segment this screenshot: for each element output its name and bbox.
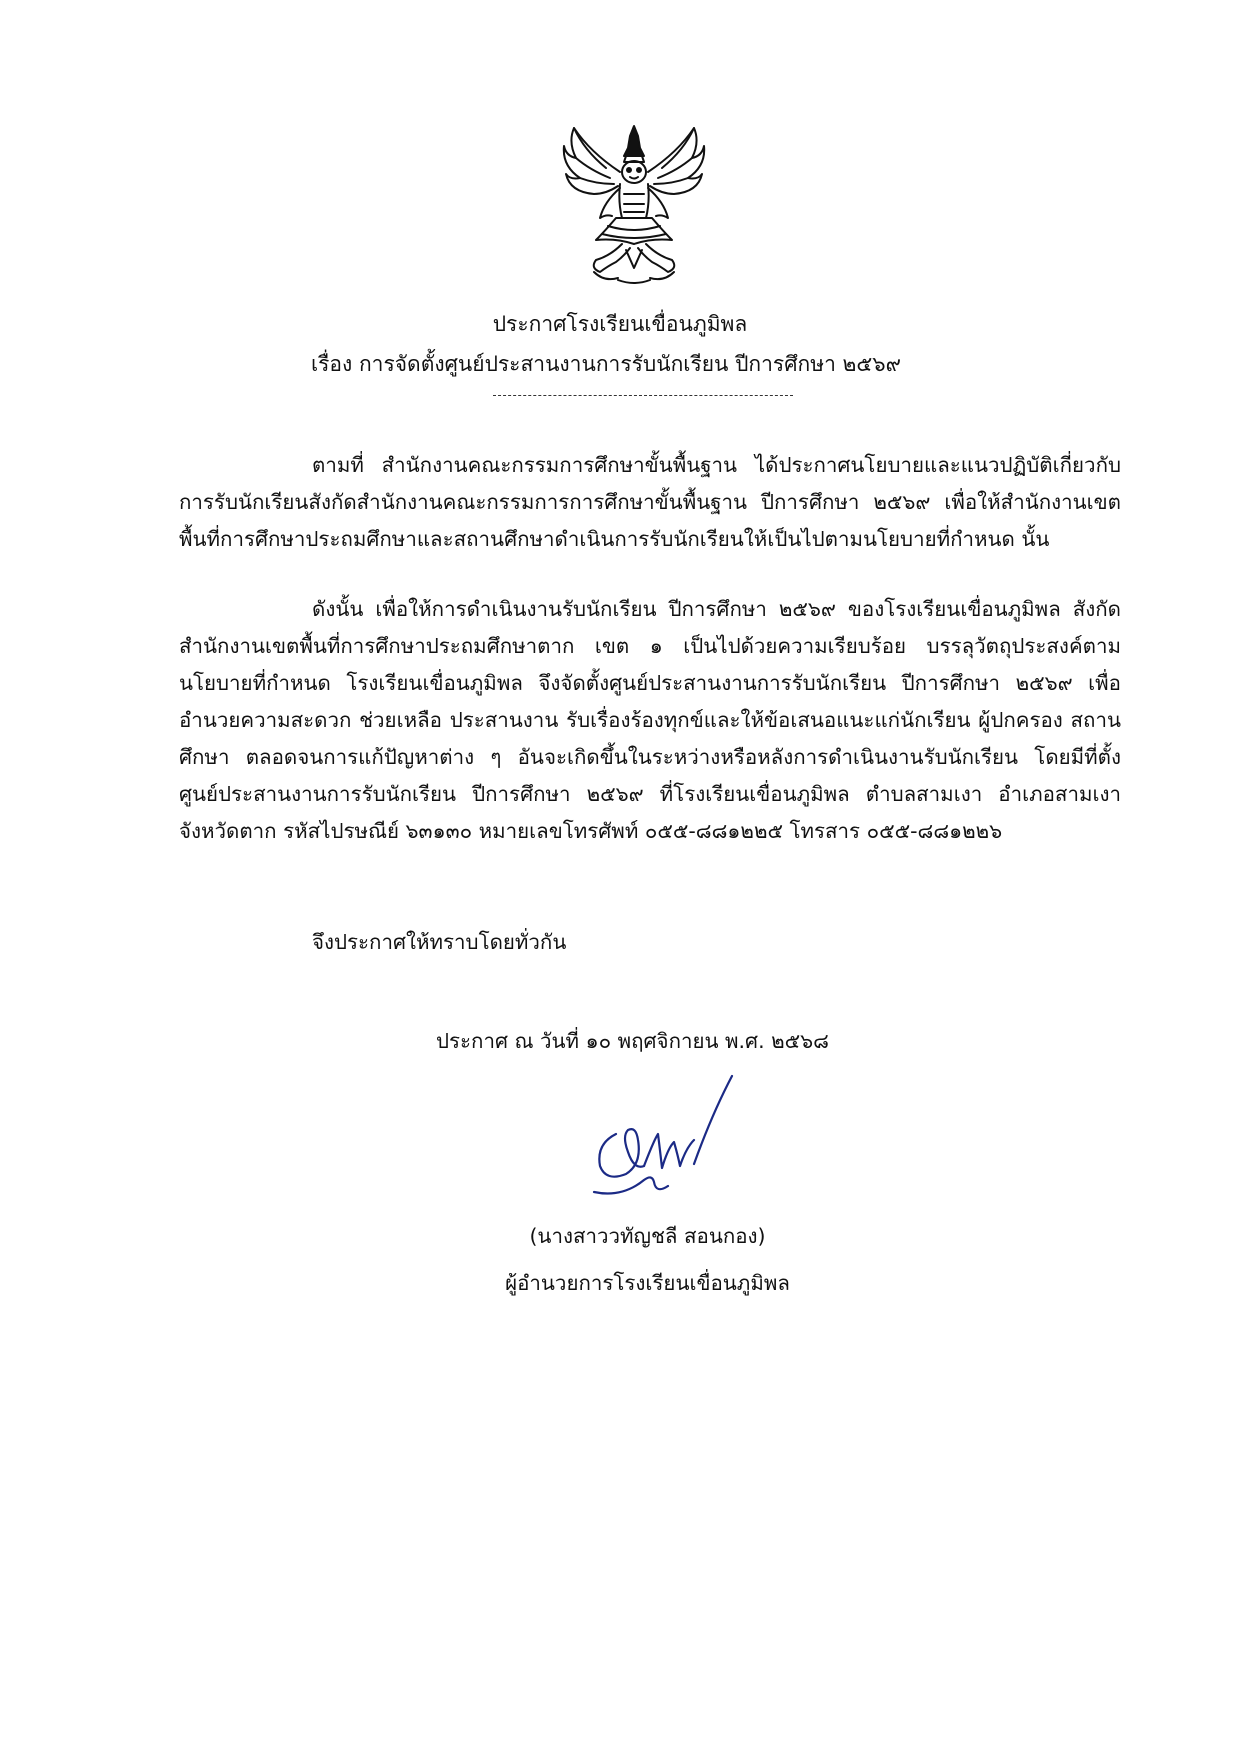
announcement-date: ประกาศ ณ วันที่ ๑๐ พฤศจิกายน พ.ศ. ๒๕๖๘ (436, 1029, 829, 1053)
body-paragraph-2: ดังนั้น เพื่อให้การดำเนินงานรับนักเรียน ปีการศึกษา ๒๕๖๙ ของโรงเรียนเขื่อนภูมิพล สังกัดสำนักงานเขตพื้นที่การศึกษาประถมศึกษาตาก เขต ๑ เป็นไปด้วยความเรียบร้อย บรรลุวัตถุประสงค์ตามนโยบายที่กำหนด โรงเรียนเขื่อนภูมิพล จึงจัดตั้งศูนย์ประสานงานการรับนักเรียน ปีการศึกษา ๒๕๖๙ เพื่ออำนวยความสะดวก ช่วยเหลือ ประสานงาน รับเรื่องร้องทุกข์และให้ข้อเสนอแนะแก่นักเรียน ผู้ปกครอง สถานศึกษา ตลอดจนการแก้ปัญหาต่าง ๆ อันจะเกิดขึ้นในระหว่างหรือหลังการดำเนินงานรับนักเรียน โดยมีที่ตั้งศูนย์ประสานงานการรับนักเรียน ปีการศึกษา ๒๕๖๙ ที่โรงเรียนเขื่อนภูมิพล ตำบลสามเงา อำเภอสามเงา จังหวัดตาก รหัสไปรษณีย์ ๖๓๑๓๐ หมายเลขโทรศัพท์ ๐๕๕-๘๘๑๒๒๕ โทรสาร ๐๕๕-๘๘๑๒๒๖ (179, 597, 1121, 843)
signer-name: (นางสาววทัญชลี สอนกอง) (529, 1224, 766, 1248)
closing-statement: จึงประกาศให้ทราบโดยทั่วกัน (312, 930, 567, 954)
document-title: ประกาศโรงเรียนเขื่อนภูมิพล (492, 312, 748, 336)
handwritten-signature (582, 1074, 752, 1220)
signer-position: ผู้อำนวยการโรงเรียนเขื่อนภูมิพล (505, 1271, 790, 1295)
garuda-emblem-icon (560, 122, 708, 288)
body-paragraph-1: ตามที่ สำนักงานคณะกรรมการศึกษาขั้นพื้นฐาน ได้ประกาศนโยบายและแนวปฏิบัติเกี่ยวกับการรับนักเรียนสังกัดสำนักงานคณะกรรมการการศึกษาขั้นพื้นฐาน ปีการศึกษา ๒๕๖๙ เพื่อให้สำนักงานเขตพื้นที่การศึกษาประถมศึกษาและสถานศึกษาดำเนินการรับนักเรียนให้เป็นไปตามนโยบายที่กำหนด นั้น (179, 453, 1121, 551)
document-subject: เรื่อง การจัดตั้งศูนย์ประสานงานการรับนักเรียน ปีการศึกษา ๒๕๖๙ (310, 352, 902, 376)
title-divider (493, 395, 793, 396)
